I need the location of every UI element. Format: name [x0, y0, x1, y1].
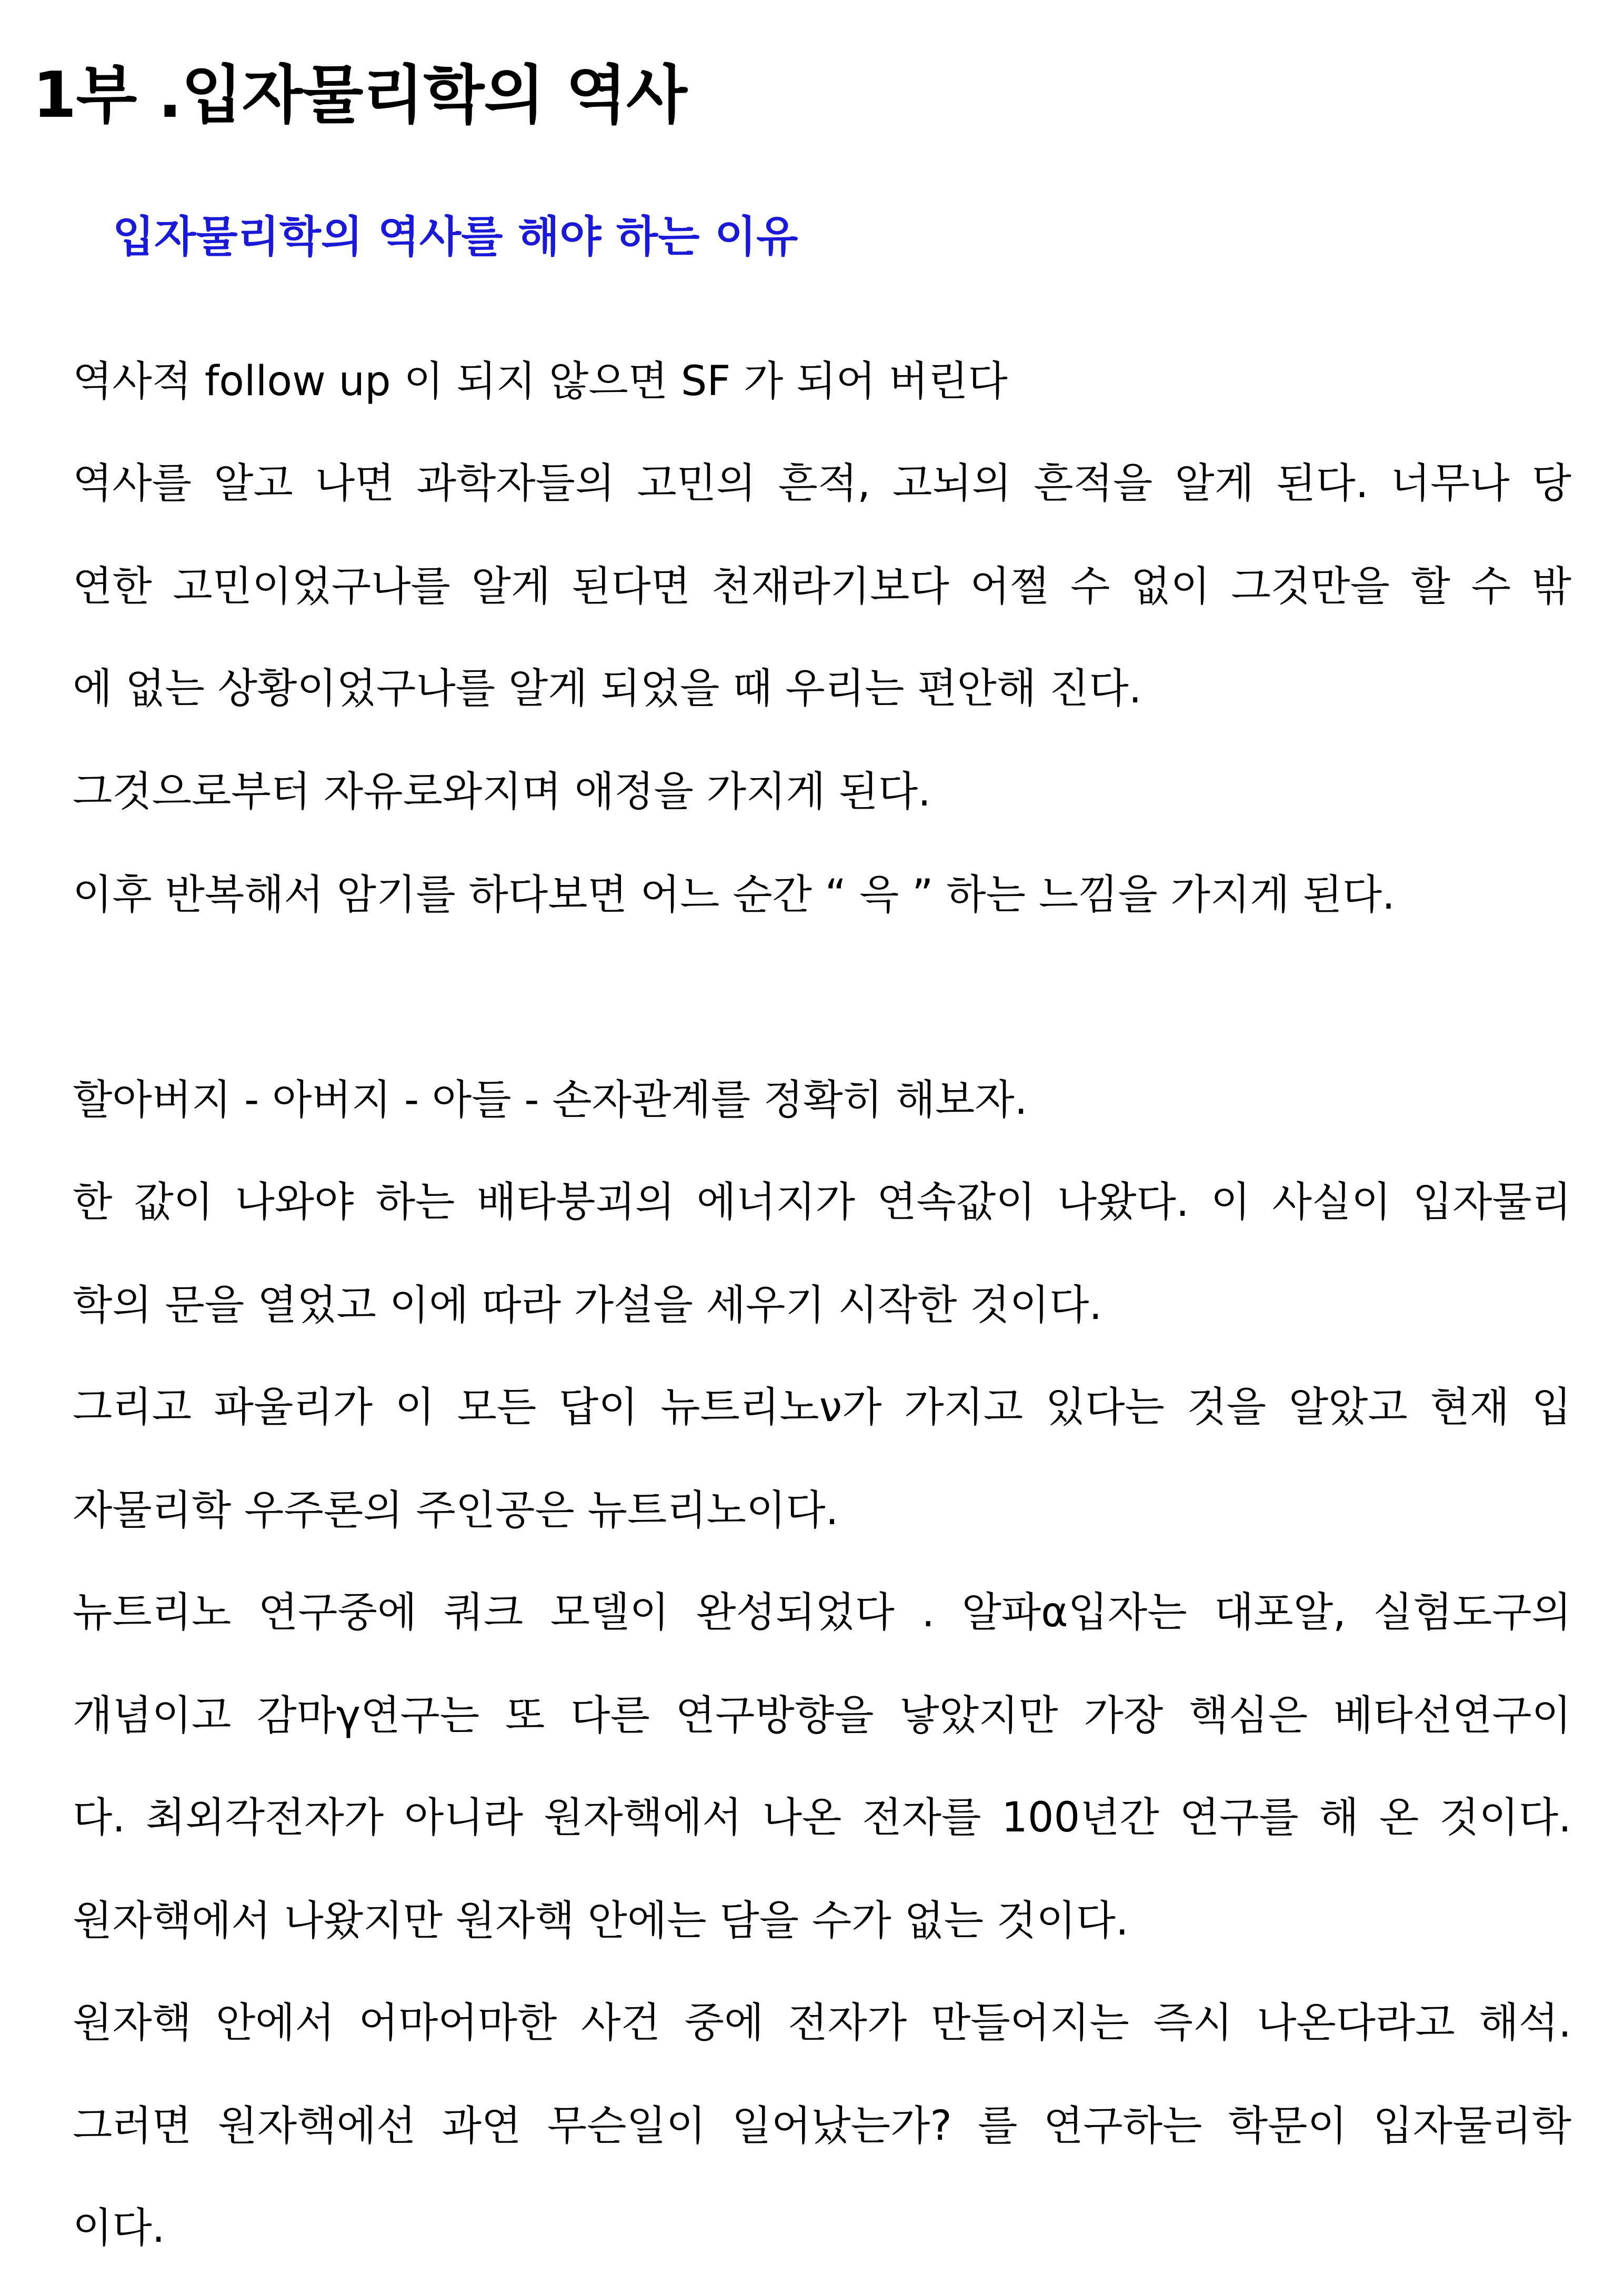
section-subtitle: 입자물리학의 역사를 해야 하는 이유 — [113, 212, 798, 262]
paragraph-line: 학의 문을 열었고 이에 따라 가설을 세우기 시작한 것이다. — [73, 1282, 1102, 1329]
paragraph-line: 뉴트리노 연구중에 쿼크 모델이 완성되었다 . 알파α입자는 대포알, 실험도구의 — [73, 1589, 1571, 1636]
paragraph-line: 할아버지 - 아버지 - 아들 - 손자관계를 정확히 해보자. — [73, 1076, 1028, 1124]
paragraph-line: 역사를 알고 나면 과학자들의 고민의 흔적, 고뇌의 흔적을 알게 된다. 너무나 당 — [73, 460, 1571, 507]
paragraph-line: 역사적 follow up 이 되지 않으면 SF 가 되어 버린다 — [73, 358, 1008, 405]
paragraph-line: 자물리학 우주론의 주인공은 뉴트리노이다. — [73, 1487, 839, 1534]
page-title: 1부 .입자물리학의 역사 — [33, 59, 687, 132]
paragraph-line: 원자핵에서 나왔지만 원자핵 안에는 담을 수가 없는 것이다. — [73, 1897, 1129, 1945]
paragraph-line: 그것으로부터 자유로와지며 애정을 가지게 된다. — [73, 768, 931, 815]
paragraph-line: 이후 반복해서 암기를 하다보면 어느 순간 “ 윽 ” 하는 느낌을 가지게 된다. — [73, 871, 1395, 919]
paragraph-line: 그리고 파울리가 이 모든 답이 뉴트리노ν가 가지고 있다는 것을 알았고 현재 입 — [73, 1384, 1571, 1431]
paragraph-line: 연한 고민이었구나를 알게 된다면 천재라기보다 어쩔 수 없이 그것만을 할 수 밖 — [73, 563, 1571, 610]
paragraph-line: 다. 최외각전자가 아니라 원자핵에서 나온 전자를 100년간 연구를 해 온 것이다. — [73, 1794, 1571, 1841]
paragraph-line: 에 없는 상황이었구나를 알게 되었을 때 우리는 편안해 진다. — [73, 665, 1142, 712]
paragraph-line: 그러면 원자핵에선 과연 무슨일이 일어났는가? 를 연구하는 학문이 입자물리학 — [73, 2102, 1571, 2150]
paragraph-line: 이다. — [73, 2204, 165, 2252]
paragraph-line: 한 값이 나와야 하는 배타붕괴의 에너지가 연속값이 나왔다. 이 사실이 입자물리 — [73, 1179, 1571, 1226]
paragraph-line: 개념이고 감마γ연구는 또 다른 연구방향을 낳았지만 가장 핵심은 베타선연구이 — [73, 1692, 1571, 1739]
paragraph-line: 원자핵 안에서 어마어마한 사건 중에 전자가 만들어지는 즉시 나온다라고 해석. — [73, 1999, 1571, 2047]
